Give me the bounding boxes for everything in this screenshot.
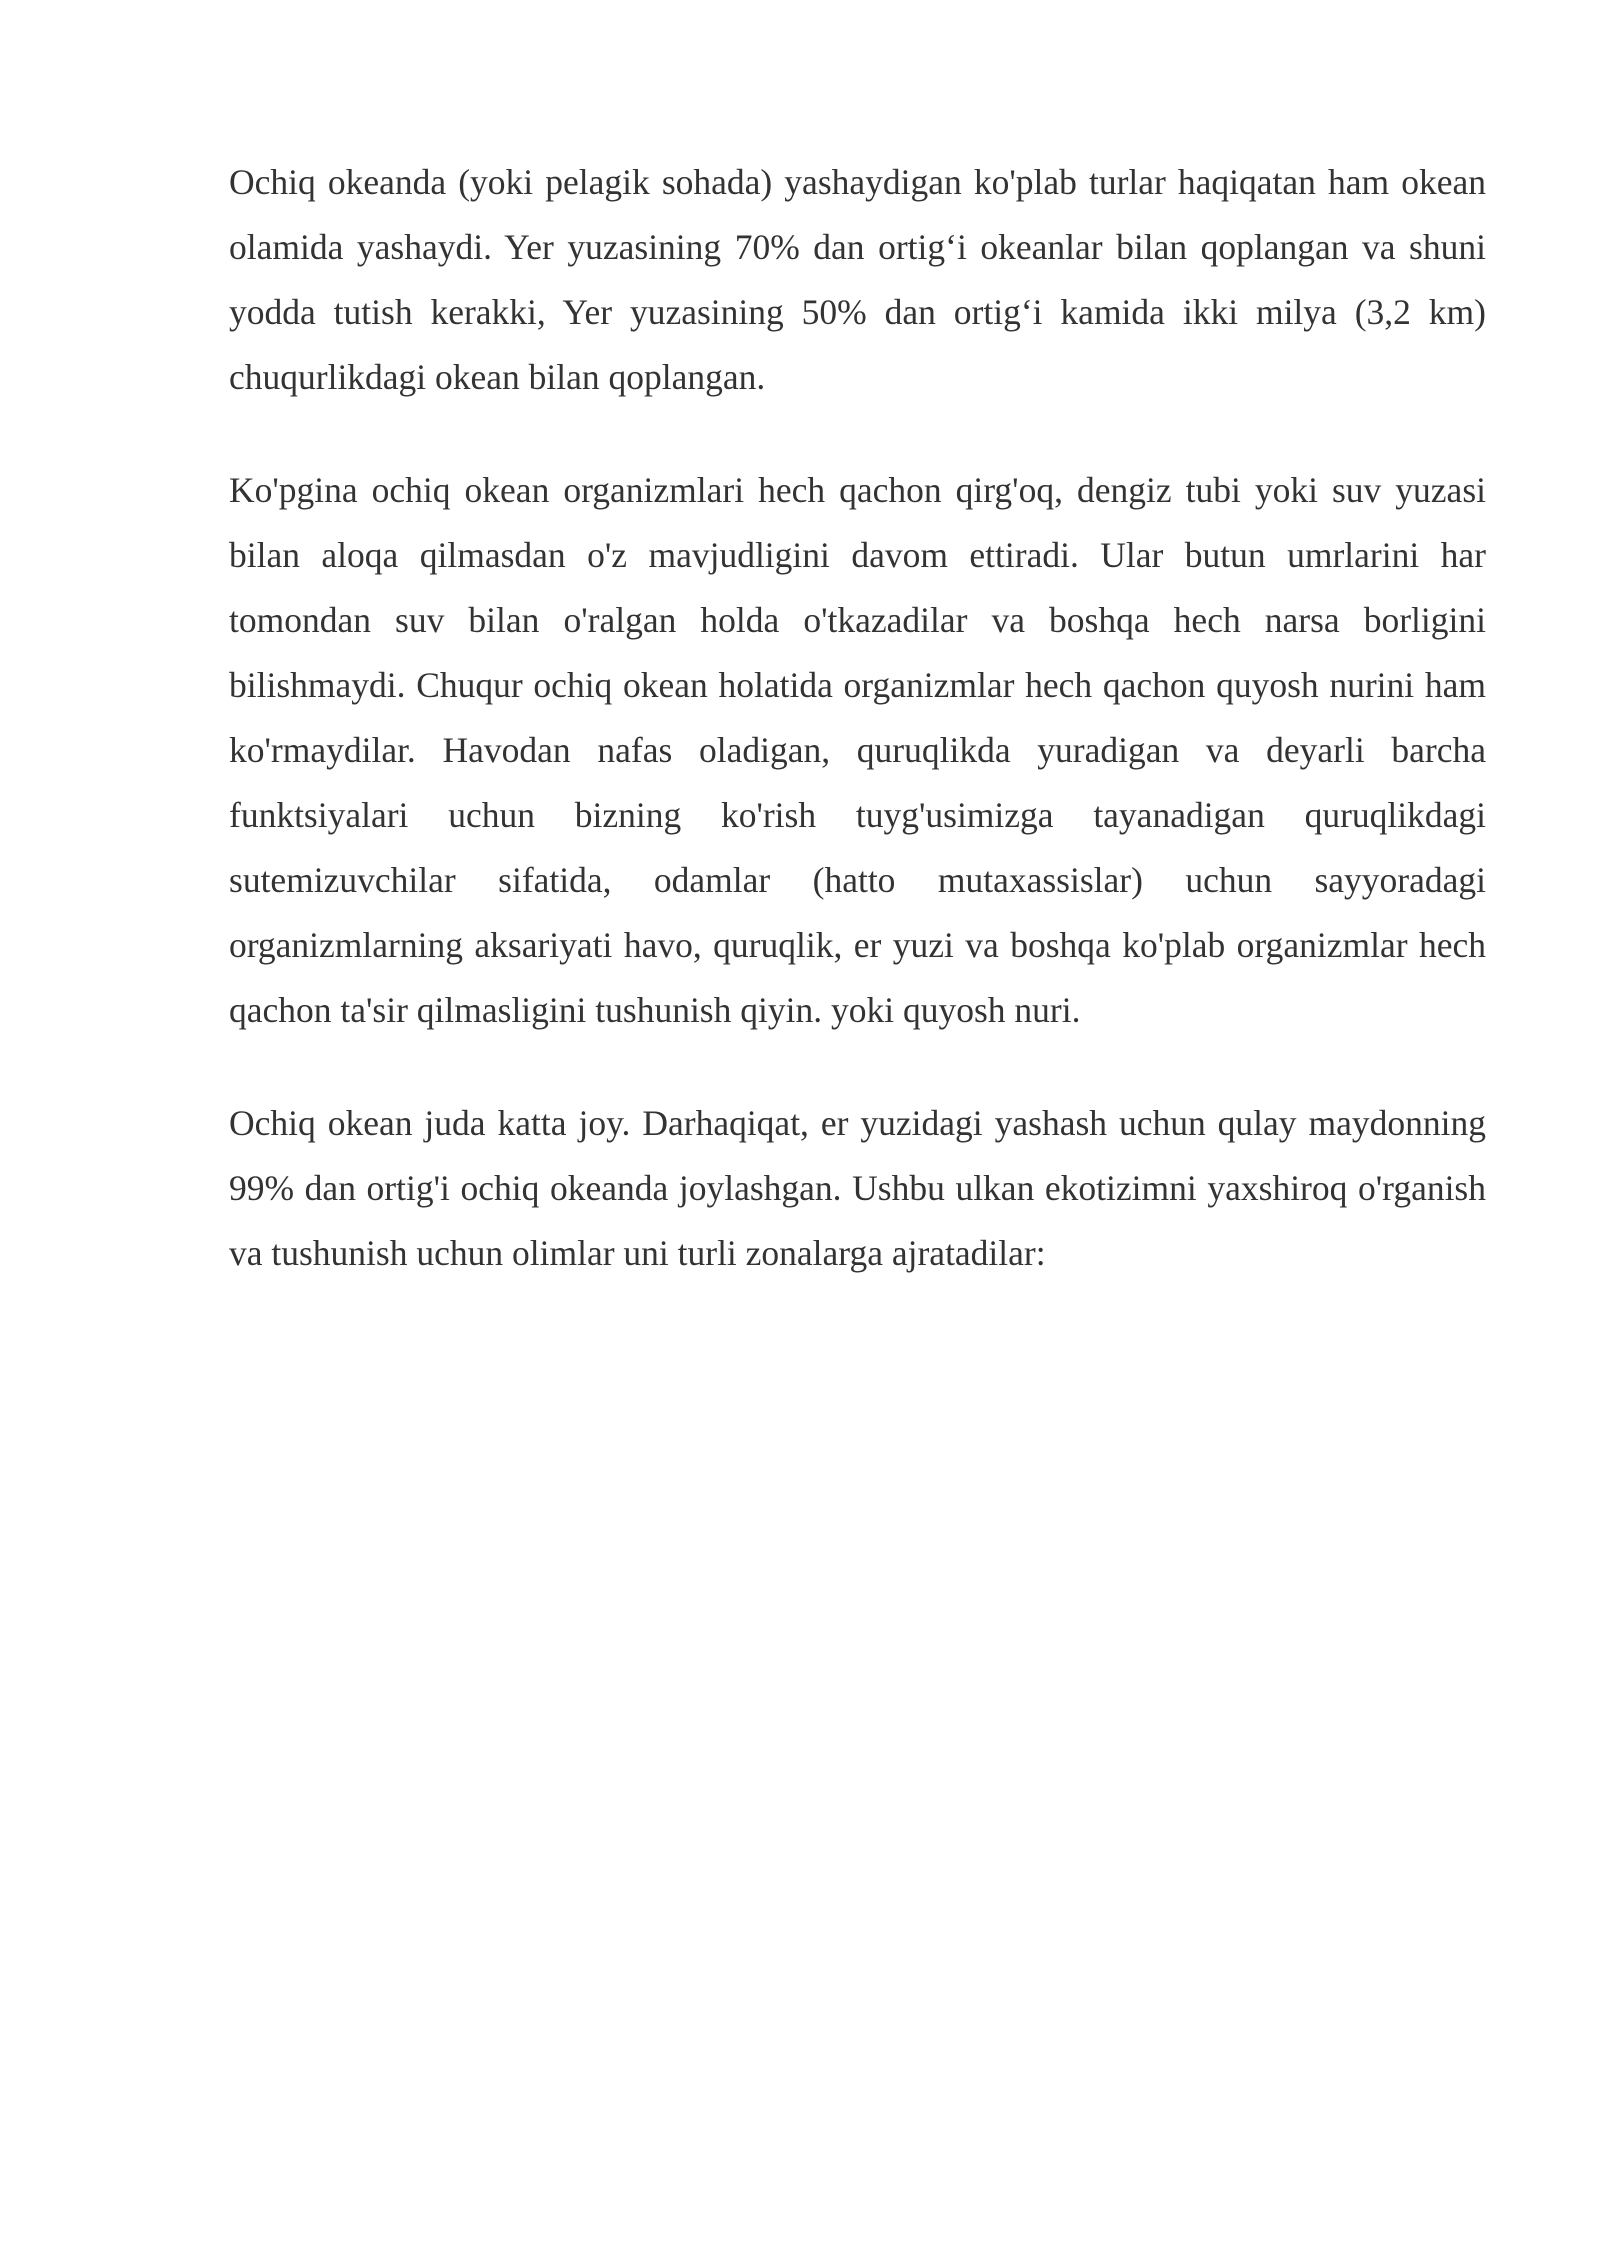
paragraph-3: Ochiq okean juda katta joy. Darhaqiqat, er yuzidagi yashash uchun qulay maydonning 99% dan ortig'i ochiq okeanda joylashgan. Ushbu ulkan ekotizimni yaxshiroq o'rganish va tushunish uchun olimlar uni turli zonalarga ajratadilar: [229,1103,1486,1273]
document-body [229,150,1486,1334]
paragraph-2: Ko'pgina ochiq okean organizmlari hech qachon qirg'oq, dengiz tubi yoki suv yuzasi bilan aloqa qilmasdan o'z mavjudligini davom ettiradi. Ular butun umrlarini har tomondan suv bilan o'ralgan holda o'tkazadilar va boshqa hech narsa borligini bilishmaydi. Chuqur ochiq okean holatida organizmlar hech qachon quyosh nurini ham ko'rmaydilar. Havodan nafas oladigan, quruqlikda yuradigan va deyarli barcha funktsiyalari uchun bizning ko'rish tuyg'usimizga tayanadigan quruqlikdagi sutemizuvchilar sifatida, odamlar (hatto mutaxassislar) uchun sayyoradagi organizmlarning aksariyati havo, quruqlik, er yuzi va boshqa ko'plab organizmlar hech qachon ta'sir qilmasligini tushunish qiyin. yoki quyosh nuri. [229,470,1486,1030]
paragraph-1: Ochiq okeanda (yoki pelagik sohada) yashaydigan ko'plab turlar haqiqatan ham okean olamida yashaydi. Yer yuzasining 70% dan ortig‘i okeanlar bilan qoplangan va shuni yodda tutish kerakki, Yer yuzasining 50% dan ortig‘i kamida ikki milya (3,2 km) chuqurlikdagi okean bilan qoplangan. [229,162,1486,397]
